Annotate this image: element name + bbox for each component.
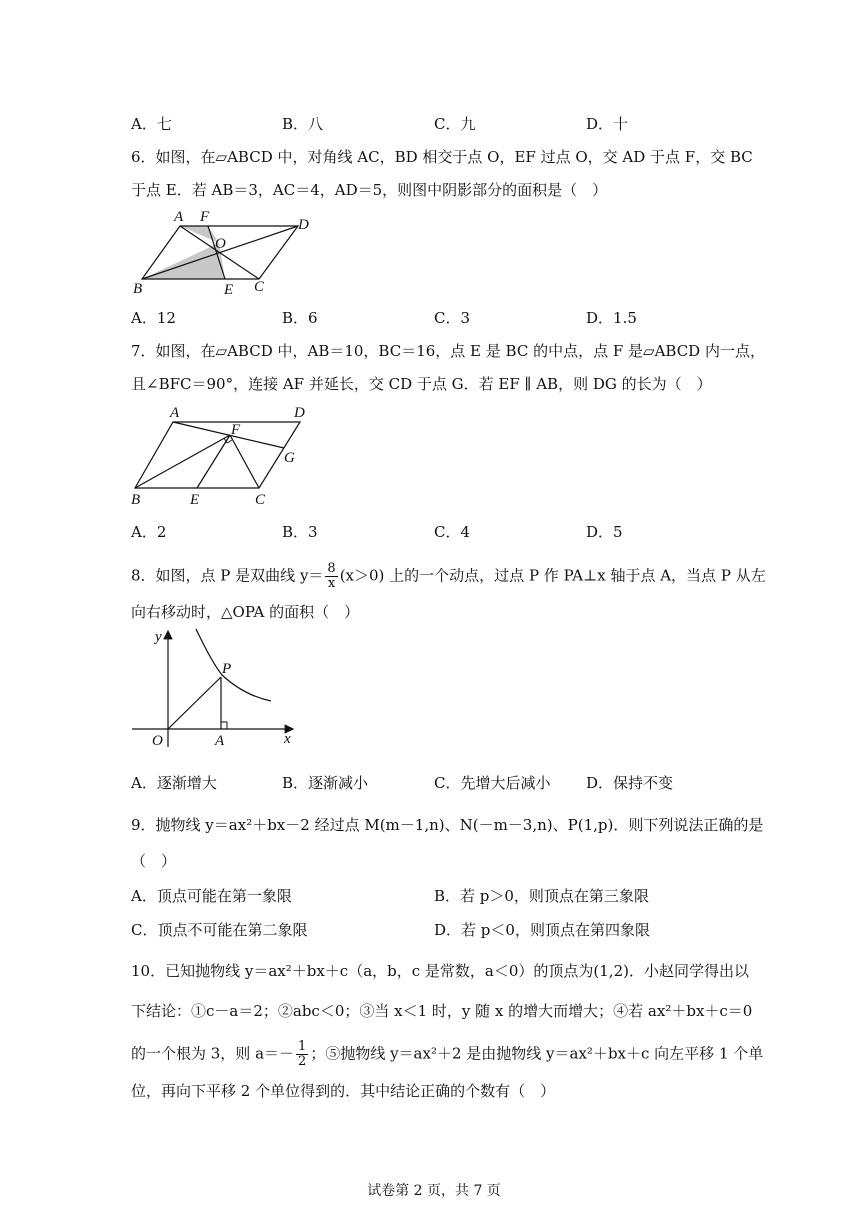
q5-option-b: B．八 (282, 115, 324, 133)
q6-stem-line2: 于点 E．若 AB＝3，AC＝4，AD＝5，则图中阴影部分的面积是（ ） (131, 181, 608, 199)
q7-figure (128, 402, 323, 510)
q9-option-b: B．若 p＞0，则顶点在第三象限 (434, 887, 649, 905)
q10-stem-part1: 的一个根为 3，则 a＝－ (131, 1044, 295, 1063)
q6-option-d: D．1.5 (586, 309, 637, 327)
q8-fraction (325, 562, 337, 591)
q6-label-f: F (200, 209, 210, 225)
q7-label-c: C (255, 492, 266, 508)
q9-option-a: A．顶点可能在第一象限 (131, 887, 292, 905)
q6-label-b: B (133, 281, 143, 297)
q8-frac-den: x (327, 576, 336, 591)
q10-stem-line4: 位，再向下平移 2 个单位得到的．其中结论正确的个数有（ ） (131, 1082, 556, 1100)
q7-label-b: B (131, 492, 141, 508)
q8-segment-op (168, 677, 221, 729)
q10-stem-line3 (131, 1040, 763, 1069)
q6-label-c: C (254, 279, 265, 295)
q7-segment-bf (135, 435, 230, 488)
q7-option-c: C．4 (434, 523, 471, 541)
q10-frac-num: 1 (298, 1039, 307, 1054)
q8-stem-line1 (131, 562, 766, 591)
q7-segment-ag (173, 422, 284, 448)
q6-label-e: E (224, 282, 234, 298)
q6-option-b: B．6 (282, 309, 318, 327)
q7-stem-line2: 且∠BFC＝90°，连接 AF 并延长，交 CD 于点 G．若 EF ∥ AB，则 DG 的长为（ ） (131, 375, 712, 393)
q7-segment-ef (197, 435, 230, 488)
q8-option-b: B．逐渐减小 (282, 774, 369, 792)
q5-option-a: A．七 (131, 115, 172, 133)
q7-option-b: B．3 (282, 523, 318, 541)
q8-stem-part1: 8．如图，点 P 是双曲线 y＝ (131, 566, 324, 585)
q8-option-a: A．逐渐增大 (131, 774, 217, 792)
q7-label-a: A (170, 405, 180, 421)
q7-stem-line1: 7．如图，在▱ABCD 中，AB＝10，BC＝16，点 E 是 BC 的中点，点 F 是▱ABCD 内一点， (131, 342, 765, 360)
q9-stem-line2: （ ） (131, 852, 177, 870)
q8-stem-line2: 向右移动时，△OPA 的面积（ ） (131, 603, 360, 621)
q7-label-e: E (190, 492, 200, 508)
q6-option-a: A．12 (131, 309, 176, 327)
q5-option-d: D．十 (586, 115, 629, 133)
q6-label-a: A (174, 209, 184, 225)
q6-figure (128, 205, 318, 300)
q9-option-d: D．若 p＜0，则顶点在第四象限 (434, 921, 650, 939)
q6-stem-line1: 6．如图，在▱ABCD 中，对角线 AC，BD 相交于点 O，EF 过点 O，交 AD 于点 F，交 BC (131, 148, 753, 166)
q7-segment-cf (230, 435, 259, 488)
q8-label-a: A (215, 733, 225, 749)
q7-option-a: A．2 (131, 523, 167, 541)
q8-frac-num: 8 (327, 561, 336, 576)
q8-figure (128, 625, 303, 750)
q8-right-angle-mark (221, 722, 227, 729)
q10-stem-line1: 10．已知抛物线 y＝ax²＋bx＋c（a，b，c 是常数，a＜0）的顶点为(1,2)．小赵同学得出以 (131, 962, 749, 980)
q5-option-c: C．九 (434, 115, 476, 133)
q7-option-d: D．5 (586, 523, 623, 541)
q10-frac-den: 2 (298, 1054, 307, 1069)
q10-stem-part2: ；⑤抛物线 y＝ax²＋2 是由抛物线 y＝ax²＋bx＋c 向左平移 1 个单 (310, 1044, 764, 1063)
q7-label-f: F (231, 422, 241, 438)
q7-label-d: D (294, 405, 305, 421)
q8-option-c: C．先增大后减小 (434, 774, 551, 792)
q8-stem-part2: (x＞0) 上的一个动点，过点 P 作 PA⊥x 轴于点 A，当点 P 从左 (339, 566, 766, 585)
q8-label-o: O (152, 733, 163, 749)
q10-stem-line2: 下结论：①c－a＝2；②abc＜0；③当 x＜1 时，y 随 x 的增大而增大；④若 ax²＋bx＋c＝0 (131, 1002, 753, 1020)
page-footer: 试卷第 2 页，共 7 页 (367, 1183, 501, 1199)
q6-label-o: O (215, 236, 226, 252)
q8-label-p: P (222, 661, 232, 677)
q9-option-c: C．顶点不可能在第二象限 (131, 921, 308, 939)
q10-fraction (296, 1040, 308, 1069)
q8-option-d: D．保持不变 (586, 774, 674, 792)
q8-label-y: y (155, 629, 162, 645)
q9-stem-line1: 9．抛物线 y＝ax²＋bx－2 经过点 M(m－1,n)、N(－m－3,n)、P(1,p)．则下列说法正确的是 (131, 816, 764, 834)
q6-option-c: C．3 (434, 309, 471, 327)
q7-label-g: G (284, 450, 295, 466)
q6-label-d: D (298, 217, 309, 233)
q8-label-x: x (284, 731, 291, 747)
